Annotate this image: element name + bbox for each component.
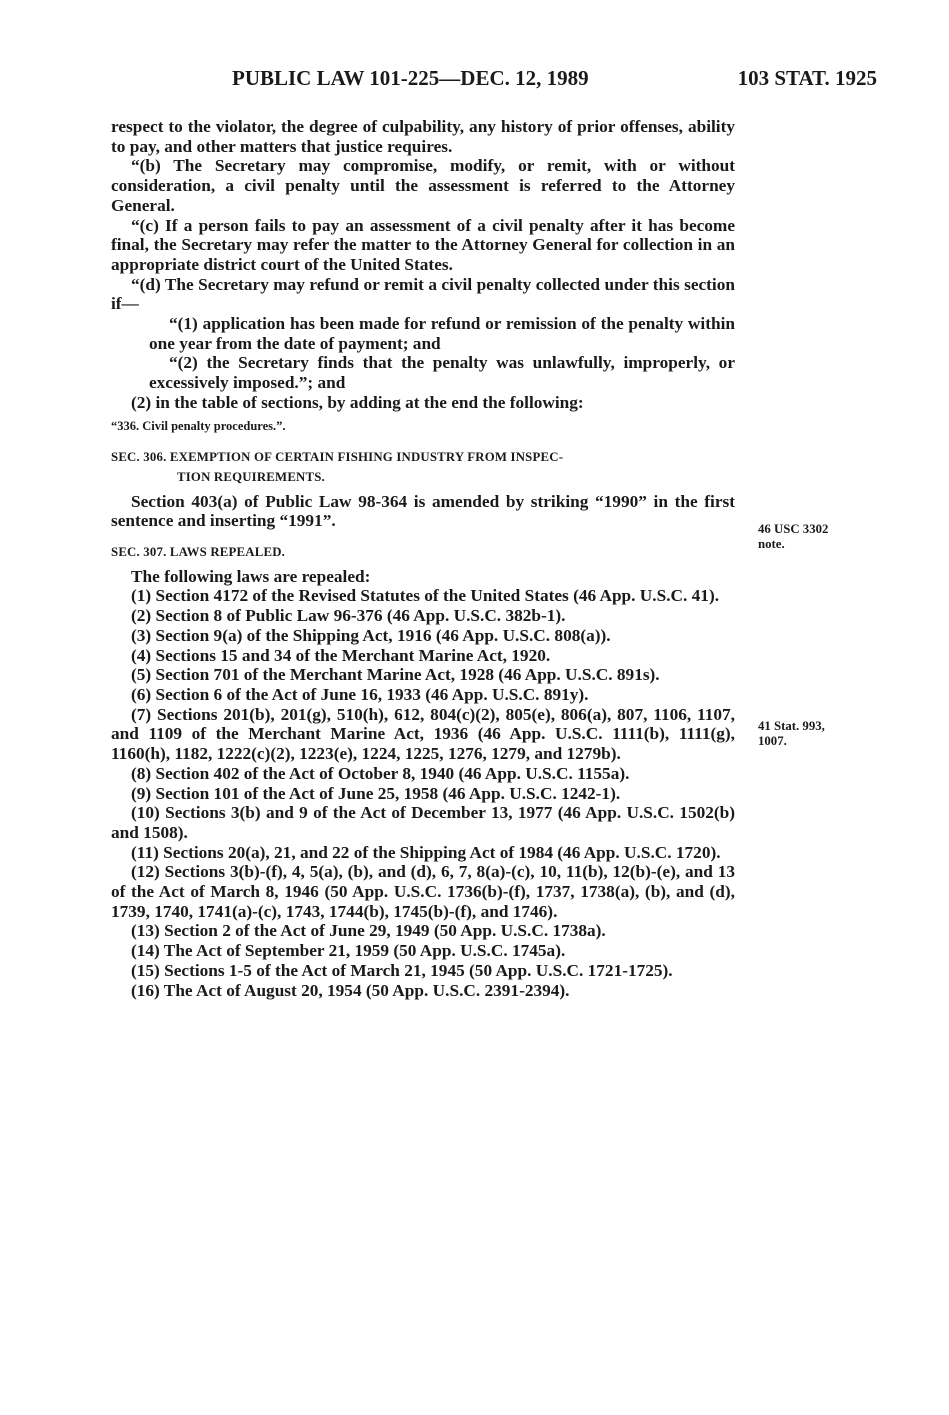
paragraph-d2: “(2) the Secretary finds that the penalty was unlawfully, improperly, or excessively imposed.”; and (149, 353, 735, 393)
repealed-item-14: (14) The Act of September 21, 1959 (50 App. U.S.C. 1745a). (131, 941, 566, 961)
repealed-item-5: (5) Section 701 of the Merchant Marine Act, 1928 (46 App. U.S.C. 891s). (131, 665, 660, 685)
repealed-item-13: (13) Section 2 of the Act of June 29, 1949 (50 App. U.S.C. 1738a). (131, 921, 606, 941)
margin-note-46-usc-line2: note. (758, 537, 785, 551)
paragraph-d: “(d) The Secretary may refund or remit a civil penalty collected under this section if— (111, 274, 735, 314)
table-entry: “336. Civil penalty procedures.”. (111, 418, 286, 433)
paragraph-d1: “(1) application has been made for refund or remission of the penalty within one year from the date of payment; and (149, 314, 735, 353)
paragraph-table-of-sections: (2) in the table of sections, by adding at the end the following: (131, 392, 584, 412)
paragraph-b: “(b) The Secretary may compromise, modify, or remit, with or without consideration, a civil penalty until the assessment is referred to the Attorney General. (111, 156, 735, 215)
document-body (111, 117, 735, 1000)
margin-note-41-stat-line2: 1007. (758, 734, 787, 748)
repealed-item-9: (9) Section 101 of the Act of June 25, 1958 (46 App. U.S.C. 1242-1). (131, 783, 621, 803)
repealed-item-12: (12) Sections 3(b)-(f), 4, 5(a), (b), and (d), 6, 7, 8(a)-(c), 10, 11(b), 12(b)-(e), and 13 of the Act of March 8, 1946 (50 App. U.S.C. 1736(b)-(f), 1737, 1738(a), (b), and (d), 1739, 1740, 1741(a)-(c), 1743, 1744(b), 1745(b)-(f), and 1746). (111, 862, 735, 921)
sec-307-heading: SEC. 307. LAWS REPEALED. (111, 545, 286, 560)
repealed-item-11: (11) Sections 20(a), 21, and 22 of the Shipping Act of 1984 (46 App. U.S.C. 1720). (131, 842, 721, 862)
page-header (0, 66, 949, 94)
margin-note-46-usc (758, 522, 828, 552)
statute-page-number: 103 STAT. 1925 (737, 66, 877, 90)
repealed-item-15: (15) Sections 1-5 of the Act of March 21, 1945 (50 App. U.S.C. 1721-1725). (131, 960, 673, 980)
sec-306-text: Section 403(a) of Public Law 98-364 is amended by striking “1990” in the first sentence and inserting “1991”. (111, 491, 735, 531)
repealed-item-1: (1) Section 4172 of the Revised Statutes of the United States (46 App. U.S.C. 41). (131, 586, 720, 606)
margin-note-46-usc-line1: 46 USC 3302 (758, 522, 829, 536)
paragraph-c: “(c) If a person fails to pay an assessment of a civil penalty after it has become final, the Secretary may refer the matter to the Attorney General for collection in an appropriate district court of the United States. (111, 215, 735, 274)
repealed-item-3: (3) Section 9(a) of the Shipping Act, 1916 (46 App. U.S.C. 808(a)). (131, 625, 611, 645)
repealed-item-6: (6) Section 6 of the Act of June 16, 1933 (46 App. U.S.C. 891y). (131, 684, 589, 704)
paragraph-continuation: respect to the violator, the degree of culpability, any history of prior offenses, ability to pay, and other matters that justice requires. (111, 117, 735, 156)
sec-306-heading-line2: TION REQUIREMENTS. (177, 469, 325, 484)
page-title: PUBLIC LAW 101-225—DEC. 12, 1989 (232, 66, 589, 90)
repealed-item-16: (16) The Act of August 20, 1954 (50 App. U.S.C. 2391-2394). (131, 980, 570, 1000)
repealed-item-7: (7) Sections 201(b), 201(g), 510(h), 612, 804(c)(2), 805(e), 806(a), 807, 1106, 1107, and 1109 of the Merchant Marine Act, 1936 (46 App. U.S.C. 1111(b), 1111(g), 1160(h), 1182, 1222(c)(2), 1223(e), 1224, 1225, 1276, 1279, and 1279b). (111, 704, 735, 764)
sec-306-heading (111, 448, 735, 487)
margin-note-41-stat-line1: 41 Stat. 993, (758, 719, 825, 733)
repealed-item-4: (4) Sections 15 and 34 of the Merchant Marine Act, 1920. (131, 645, 551, 665)
sec-306-heading-line1: SEC. 306. EXEMPTION OF CERTAIN FISHING INDUSTRY FROM INSPEC- (111, 450, 564, 465)
sec-307-intro: The following laws are repealed: (131, 566, 371, 586)
margin-note-41-stat (758, 719, 825, 749)
repealed-item-8: (8) Section 402 of the Act of October 8, 1940 (46 App. U.S.C. 1155a). (131, 763, 630, 783)
repealed-item-2: (2) Section 8 of Public Law 96-376 (46 App. U.S.C. 382b-1). (131, 606, 566, 626)
repealed-item-10: (10) Sections 3(b) and 9 of the Act of December 13, 1977 (46 App. U.S.C. 1502(b) and 1508). (111, 803, 735, 842)
